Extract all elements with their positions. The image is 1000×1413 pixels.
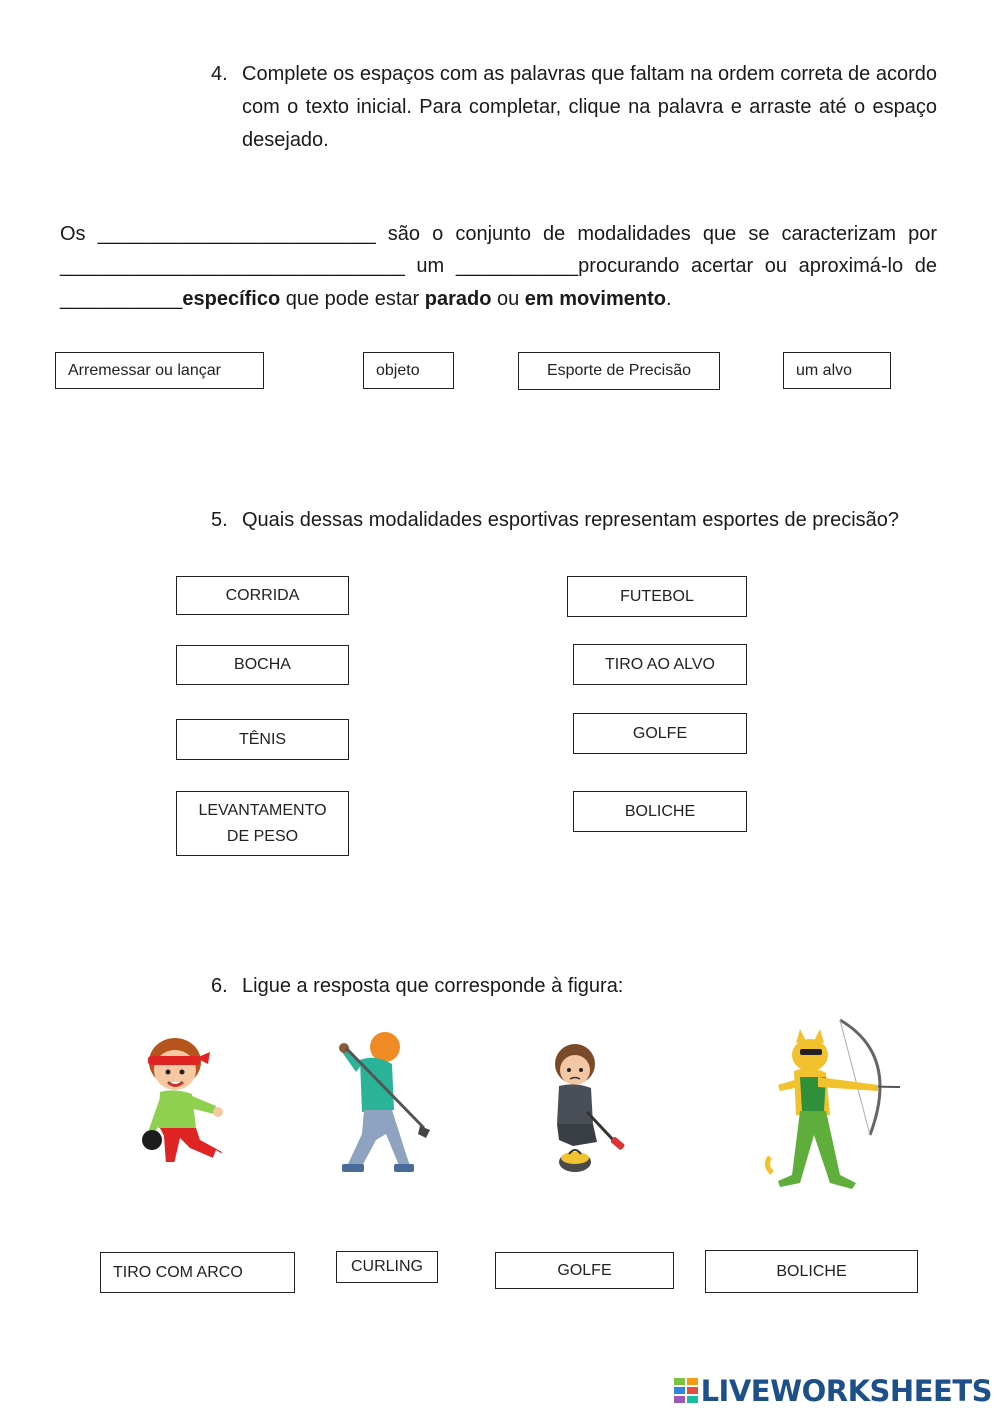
word: Os — [60, 223, 86, 245]
word: conjunto — [455, 223, 531, 245]
paragraph-line-2 — [60, 250, 937, 283]
answer-tiro-com-arco[interactable]: TIRO COM ARCO — [100, 1252, 295, 1293]
word: acertar — [690, 255, 754, 277]
option-label-line-2: DE PESO — [226, 827, 299, 845]
question-6-number: 6. — [211, 975, 228, 997]
word-bank-objeto[interactable]: objeto — [363, 352, 454, 389]
word: aproximá-lo — [798, 255, 904, 277]
blank-1[interactable]: _________________________ — [97, 223, 376, 245]
bold-em-movimento: em movimento — [524, 288, 666, 310]
paragraph-line-3 — [60, 283, 672, 316]
text: . — [665, 288, 672, 310]
word: modalidades — [577, 223, 691, 245]
word: são — [387, 223, 421, 245]
text: ou — [491, 288, 525, 310]
question-5-number: 5. — [211, 509, 228, 531]
word: o — [432, 223, 444, 245]
blank-2[interactable]: _______________________________ — [60, 255, 405, 277]
bold-especifico: específico — [182, 288, 281, 310]
answer-golfe[interactable]: GOLFE — [495, 1252, 674, 1289]
liveworksheets-logo-icon — [673, 1376, 699, 1406]
question-5-text: Quais dessas modalidades esportivas representam esportes de precisão? — [242, 509, 900, 531]
golf-figure-icon — [330, 1030, 440, 1180]
word-bank-esporte-de-precisao[interactable]: Esporte de Precisão — [518, 352, 720, 390]
option-levantamento-de-peso[interactable] — [176, 791, 349, 856]
question-4-text: Complete os espaços com as palavras que faltam na ordem correta de acordo com o texto inicial. Para completar, clique na palavra e arraste até o espaço desejado. — [242, 63, 937, 151]
option-tiro-ao-alvo[interactable]: TIRO AO ALVO — [573, 644, 747, 685]
word: que — [702, 223, 737, 245]
word: de — [914, 255, 937, 277]
word: caracterizam — [781, 223, 896, 245]
blank-3[interactable]: ___________procurando — [455, 255, 680, 277]
word-bank-um-alvo[interactable]: um alvo — [783, 352, 891, 389]
option-corrida[interactable]: CORRIDA — [176, 576, 349, 615]
liveworksheets-logo — [673, 1374, 992, 1408]
word: se — [748, 223, 770, 245]
question-6-text: Ligue a resposta que corresponde à figura: — [242, 975, 624, 997]
curling-figure-icon — [545, 1042, 630, 1177]
text: que pode estar — [280, 288, 425, 310]
option-golfe[interactable]: GOLFE — [573, 713, 747, 754]
blank-4[interactable]: ___________ — [60, 288, 183, 310]
paragraph-line-1 — [60, 218, 937, 251]
option-tenis[interactable]: TÊNIS — [176, 719, 349, 760]
brand-name: LIVEWORKSHEETS — [700, 1374, 992, 1408]
word: de — [543, 223, 566, 245]
bowling-figure-icon — [130, 1032, 240, 1177]
word: por — [908, 223, 937, 245]
option-boliche[interactable]: BOLICHE — [573, 791, 747, 832]
option-futebol[interactable]: FUTEBOL — [567, 576, 747, 617]
word: ou — [764, 255, 788, 277]
word-bank-arremessar[interactable]: Arremessar ou lançar — [55, 352, 264, 389]
option-bocha[interactable]: BOCHA — [176, 645, 349, 685]
question-4-number: 4. — [211, 63, 228, 85]
archery-figure-icon — [760, 1015, 910, 1195]
option-label-line-1: LEVANTAMENTO — [198, 801, 327, 819]
answer-curling[interactable]: CURLING — [336, 1251, 438, 1283]
answer-boliche[interactable]: BOLICHE — [705, 1250, 918, 1293]
bold-parado: parado — [424, 288, 492, 310]
word: um — [416, 255, 445, 277]
